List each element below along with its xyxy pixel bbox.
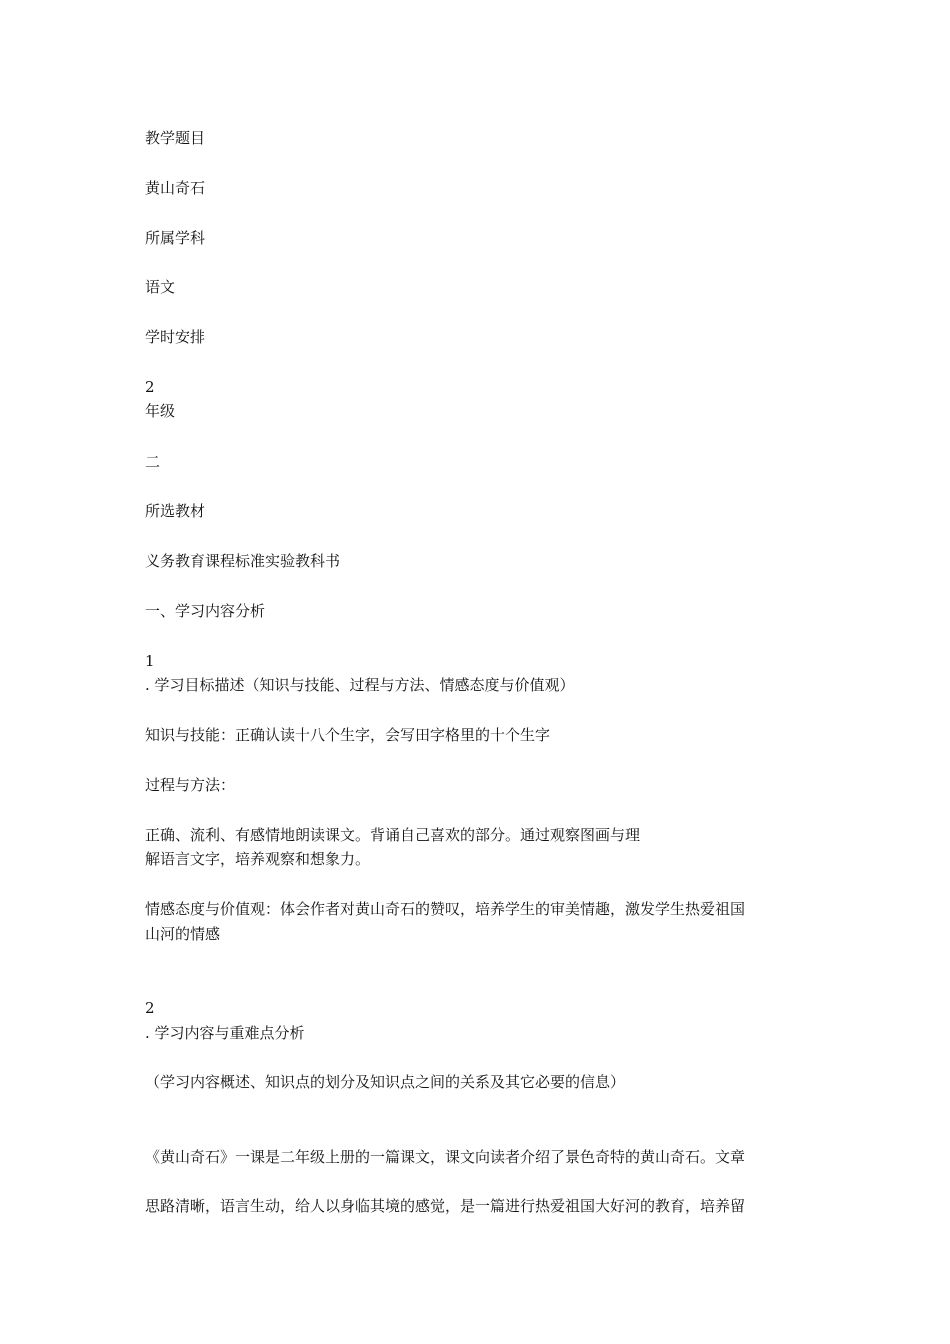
value-class-hours: 2	[145, 378, 155, 396]
label-class-hours: 学时安排	[145, 328, 206, 346]
label-subject: 所属学科	[145, 229, 206, 247]
content-key-points-note: （学习内容概述、知识点的划分及知识点之间的关系及其它必要的信息）	[145, 1073, 626, 1091]
value-lesson-title: 黄山奇石	[145, 179, 206, 197]
section-heading-content-analysis: 一、学习内容分析	[145, 602, 266, 620]
item-number-1: 1	[145, 652, 155, 670]
analysis-paragraph-line-2: 思路清晰，语言生动，给人以身临其境的感觉，是一篇进行热爱祖国大好河的教育，培养留	[145, 1197, 746, 1215]
subheading-learning-objectives: . 学习目标描述（知识与技能、过程与方法、情感态度与价值观）	[145, 676, 575, 694]
objective-attitude-values-line-2: 山河的情感	[145, 925, 221, 943]
objective-knowledge-skills: 知识与技能：正确认读十八个生字，会写田字格里的十个生字	[145, 726, 551, 744]
value-subject: 语文	[145, 278, 176, 296]
objective-process-methods-label: 过程与方法：	[145, 776, 236, 794]
value-grade: 二	[145, 453, 161, 471]
objective-attitude-values-line-1: 情感态度与价值观：体会作者对黄山奇石的赞叹，培养学生的审美情趣，激发学生热爱祖国	[145, 900, 746, 918]
label-lesson-title: 教学题目	[145, 129, 206, 147]
label-grade: 年级	[145, 402, 176, 420]
item-number-2: 2	[145, 999, 155, 1017]
label-textbook: 所选教材	[145, 502, 206, 520]
subheading-content-key-points: . 学习内容与重难点分析	[145, 1024, 305, 1042]
objective-process-methods-line-2: 解语言文字，培养观察和想象力。	[145, 850, 371, 868]
analysis-paragraph-line-1: 《黄山奇石》一课是二年级上册的一篇课文，课文向读者介绍了景色奇特的黄山奇石。文章	[145, 1148, 746, 1166]
value-textbook: 义务教育课程标准实验教科书	[145, 552, 341, 570]
objective-process-methods-line-1: 正确、流利、有感情地朗读课文。背诵自己喜欢的部分。通过观察图画与理	[145, 826, 641, 844]
